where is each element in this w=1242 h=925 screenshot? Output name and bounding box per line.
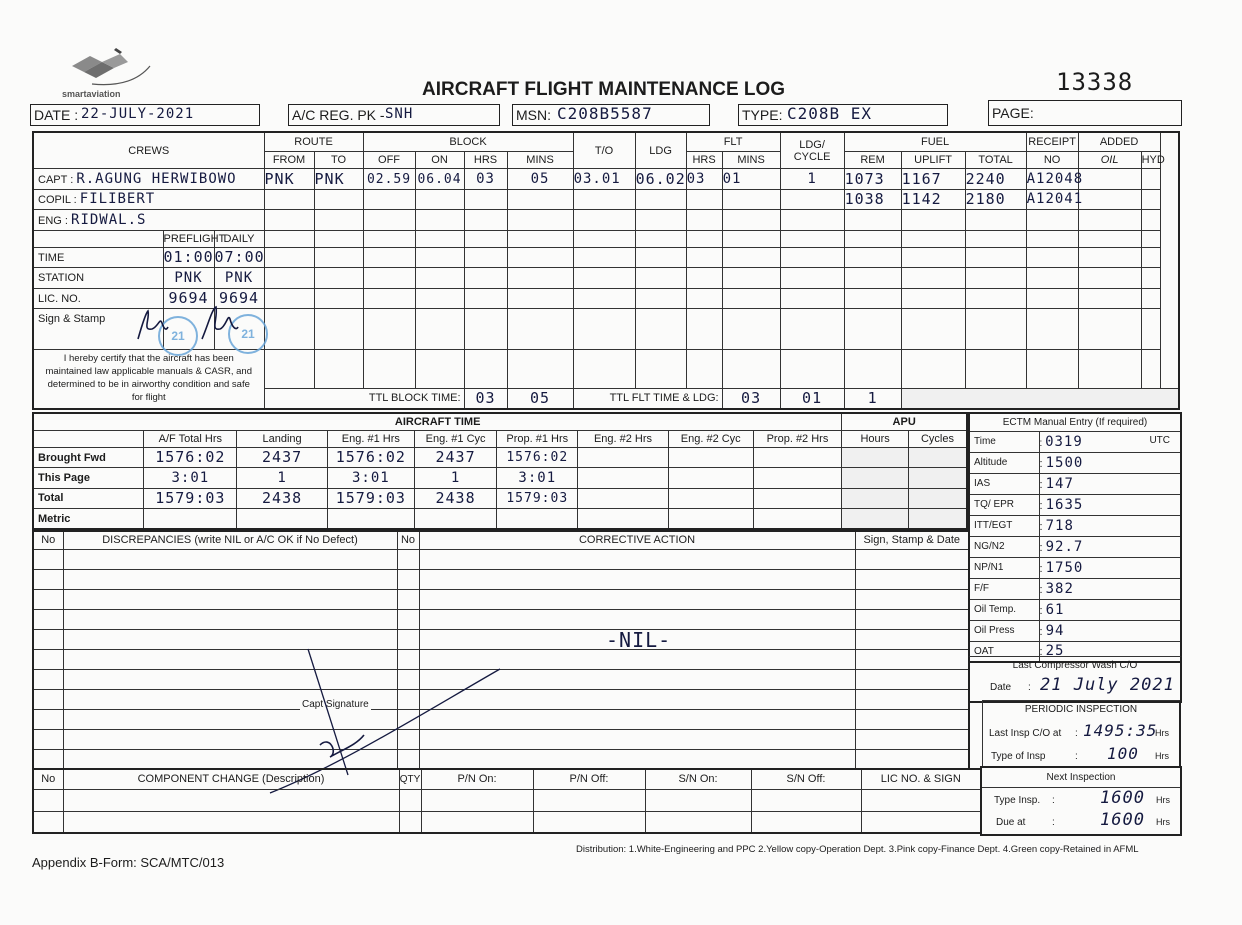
periodic-title: PERIODIC INSPECTION	[1024, 704, 1138, 715]
msn-label: MSN:	[516, 107, 551, 123]
receipt-header: RECEIPT	[1026, 132, 1078, 151]
table-row	[33, 488, 967, 508]
ectm-label: Oil Press	[969, 620, 1039, 641]
aircraft-time-table	[32, 412, 968, 530]
to-header: TO	[314, 151, 363, 168]
certification-stamp-daily: 21	[228, 314, 268, 354]
table-row	[33, 230, 1179, 247]
company-logo	[62, 44, 162, 104]
ectm-label: TQ/ EPR	[969, 494, 1039, 515]
pn-off-header: P/N Off:	[533, 769, 645, 789]
landing-value: 06.02	[635, 169, 686, 188]
table-row	[33, 189, 1179, 209]
distribution-text: Distribution: 1.White-Engineering and PPC 2.Yellow copy-Operation Dept. 3.Pink copy-Finance Dept. 4.Green copy-Retained in AFML	[576, 844, 1139, 855]
form-number: 13338	[1056, 68, 1134, 96]
due-at-hrs: Hrs	[1156, 817, 1170, 827]
this-page-label: This Page	[33, 468, 144, 488]
ectm-label: NG/N2	[969, 536, 1039, 557]
sign-stamp-date-header: Sign, Stamp & Date	[855, 531, 969, 549]
type-insp-value: 100	[1107, 744, 1139, 763]
col-eng2-cyc: Eng. #2 Cyc	[668, 430, 753, 447]
ectm-value: : 382	[1039, 578, 1181, 599]
date-value: 22-JULY-2021	[81, 106, 195, 122]
metric-label: Metric	[33, 509, 144, 529]
ttl-block-mins: 05	[507, 388, 573, 409]
ttl-block-hrs: 03	[464, 388, 507, 409]
next-inspection-box: Next Inspection Type Insp. : 1600 Hrs Due at : 1600 Hrs	[980, 766, 1182, 836]
col-prop2-hrs: Prop. #2 Hrs	[753, 430, 842, 447]
ectm-label: NP/N1	[969, 557, 1039, 578]
from-header: FROM	[264, 151, 314, 168]
certify-text: I hereby certify that the aircraft has been maintained law applicable manuals & CASR, and determined to be in airworthy condition and safe for flight	[33, 350, 264, 409]
uplift-value: 1167	[901, 169, 965, 189]
lic-label: LIC. NO.	[33, 288, 163, 308]
registration-box	[288, 104, 500, 126]
ectm-value: : 25	[1039, 641, 1181, 662]
preflight-time: 01:00	[163, 248, 214, 267]
discrepancies-header: DISCREPANCIES (write NIL or A/C OK if No Defect)	[63, 531, 397, 549]
table-cell: 3:01	[327, 468, 414, 488]
receipt-value: A12048	[1026, 169, 1078, 189]
ectm-title: ECTM Manual Entry (If required)	[969, 413, 1181, 431]
compressor-wash-title: Last Compressor Wash C/O	[1012, 660, 1138, 671]
next-type-value: 1600	[1100, 788, 1145, 808]
nil-text: -NIL-	[606, 628, 672, 652]
aircraft-time-title: AIRCRAFT TIME	[33, 413, 842, 430]
apu-cycles-header: Cycles	[908, 430, 967, 447]
page-box	[988, 100, 1182, 126]
ldg-cycle-value: 1	[780, 169, 844, 189]
takeoff-header: T/O	[573, 132, 635, 169]
rem-value: 1073	[844, 169, 901, 189]
station-label: STATION	[33, 268, 163, 288]
form-title: AIRCRAFT FLIGHT MAINTENANCE LOG	[422, 79, 786, 100]
daily-lic: 9694	[214, 288, 264, 308]
flt-mins-header: MINS	[722, 151, 780, 168]
col-eng1-cyc: Eng. #1 Cyc	[414, 430, 497, 447]
table-cell: 1	[414, 468, 497, 488]
table-cell: 2438	[237, 488, 328, 508]
pn-on-header: P/N On:	[421, 769, 533, 789]
block-header: BLOCK	[363, 132, 573, 151]
hyd-header: HYD	[1141, 151, 1160, 168]
block-hrs-value: 03	[464, 169, 507, 189]
crews-header: CREWS	[33, 132, 264, 169]
next-type-hrs: Hrs	[1156, 795, 1170, 805]
flt-header: FLT	[686, 132, 780, 151]
preflight-lic: 9694	[163, 288, 214, 308]
oil-header: OIL	[1078, 151, 1141, 168]
ttl-flt-hrs: 03	[722, 388, 780, 409]
ectm-value: : 1750	[1039, 557, 1181, 578]
preflight-station: PNK	[163, 268, 214, 288]
daily-time: 07:00	[214, 248, 265, 267]
col-af-total: A/F Total Hrs	[144, 430, 237, 447]
ttl-ldg: 1	[844, 388, 901, 409]
ldg-cycle-header: LDG/ CYCLE	[780, 132, 844, 169]
ectm-value: : 1635	[1039, 494, 1181, 515]
table-cell: 2437	[237, 448, 328, 468]
due-at-label: Due at	[996, 817, 1026, 828]
table-cell: 3:01	[497, 468, 578, 488]
comp-no-header: No	[33, 769, 63, 789]
brand-name: smartaviation	[62, 89, 121, 99]
page-label: PAGE:	[992, 105, 1034, 121]
on-value: 06.04	[415, 169, 464, 189]
rem-header: REM	[844, 151, 901, 168]
type-value: C208B EX	[787, 104, 873, 123]
flt-mins-value: 01	[722, 169, 780, 189]
type-box	[738, 104, 948, 126]
daily-signature	[198, 303, 242, 345]
corrective-action-header: CORRECTIVE ACTION	[419, 531, 855, 549]
col-landing: Landing	[237, 430, 328, 447]
ectm-value: : 61	[1039, 599, 1181, 620]
total-label: Total	[33, 488, 144, 508]
ectm-label: Time	[969, 431, 1039, 452]
ectm-table	[968, 412, 1182, 663]
lic-sign-header: LIC NO. & SIGN	[861, 769, 981, 789]
time-label: TIME	[33, 247, 163, 267]
preflight-signature	[132, 305, 172, 345]
table-row	[33, 247, 1179, 267]
table-row	[33, 448, 967, 468]
table-cell: 3:01	[144, 468, 237, 488]
from-value: PNK	[264, 169, 314, 189]
ectm-label: Oil Temp.	[969, 599, 1039, 620]
next-type-label: Type Insp.	[994, 795, 1041, 806]
table-row	[33, 350, 1179, 389]
table-row	[33, 468, 967, 488]
due-at-value: 1600	[1100, 810, 1145, 830]
appendix-text: Appendix B-Form: SCA/MTC/013	[32, 855, 225, 870]
table-cell: 1576:02	[497, 448, 578, 468]
date-box	[30, 104, 260, 126]
crew-copil: COPIL : FILIBERT	[33, 189, 264, 209]
landing-header: LDG	[635, 132, 686, 169]
ectm-label: F/F	[969, 578, 1039, 599]
table-cell: 1579:03	[327, 488, 414, 508]
col-prop1-hrs: Prop. #1 Hrs	[497, 430, 578, 447]
table-row	[33, 169, 1179, 189]
ttl-flt-label: TTL FLT TIME & LDG:	[573, 388, 722, 409]
type-insp-hrs: Hrs	[1155, 751, 1169, 761]
sn-off-header: S/N Off:	[751, 769, 861, 789]
compressor-wash-box: Last Compressor Wash C/O Date : 21 July 2021	[968, 656, 1182, 703]
msn-value: C208B5587	[557, 104, 653, 123]
crew-eng: ENG : RIDWAL.S	[33, 210, 264, 230]
ectm-label: OAT	[969, 641, 1039, 662]
periodic-inspection-box: PERIODIC INSPECTION Last Insp C/O at : 1495:35 Hrs Type of Insp : 100 Hrs	[982, 700, 1181, 768]
qty-header: QTY	[399, 769, 421, 789]
registration-value: SNH	[385, 106, 414, 122]
last-insp-value: 1495:35	[1083, 721, 1158, 740]
sn-on-header: S/N On:	[645, 769, 751, 789]
total-value: 2240	[965, 169, 1026, 189]
brought-fwd-label: Brought Fwd	[33, 448, 144, 468]
ectm-value: : 92.7	[1039, 536, 1181, 557]
fuel-header: FUEL	[844, 132, 1026, 151]
table-cell: 2438	[414, 488, 497, 508]
table-cell: 1579:03	[497, 488, 578, 508]
last-insp-hrs: Hrs	[1155, 728, 1169, 738]
block-mins-header: MINS	[507, 151, 573, 168]
ectm-label: Altitude	[969, 452, 1039, 473]
table-row	[33, 509, 967, 529]
ectm-label: IAS	[969, 473, 1039, 494]
table-cell: 1576:02	[327, 448, 414, 468]
receipt-no-header: NO	[1026, 151, 1078, 168]
total-value-2: 2180	[965, 189, 1026, 209]
route-header: ROUTE	[264, 132, 363, 151]
sign-label: Sign & Stamp	[33, 309, 163, 350]
apu-title: APU	[842, 413, 967, 430]
date-label: DATE :	[34, 107, 79, 123]
compressor-date-label: Date	[990, 682, 1012, 693]
table-cell: 1579:03	[144, 488, 237, 508]
next-insp-title: Next Inspection	[982, 773, 1180, 788]
on-header: ON	[415, 151, 464, 168]
table-cell: 1576:02	[144, 448, 237, 468]
added-header: ADDED	[1078, 132, 1160, 151]
ectm-value: : 1500	[1039, 452, 1181, 473]
ectm-value: : 718	[1039, 515, 1181, 536]
preflight-header: PREFLIGHT	[163, 230, 214, 247]
col-eng2-hrs: Eng. #2 Hrs	[578, 430, 669, 447]
daily-header: DAILY	[214, 230, 264, 247]
component-change-header: COMPONENT CHANGE (Description)	[63, 769, 399, 789]
ectm-time-cell: : 0319 UTC	[1039, 431, 1181, 452]
capt-signature-label: Capt Signature	[302, 699, 369, 710]
registration-label: A/C REG. PK -	[292, 107, 385, 123]
to-value: PNK	[314, 169, 363, 189]
table-cell: 1	[237, 468, 328, 488]
last-insp-label: Last Insp C/O at	[989, 728, 1062, 739]
ectm-label: ITT/EGT	[969, 515, 1039, 536]
flt-hrs-value: 03	[686, 169, 722, 189]
type-insp-label: Type of Insp	[991, 751, 1046, 762]
block-mins-value: 05	[507, 169, 573, 189]
msn-box	[512, 104, 710, 126]
certification-stamp: 21	[158, 316, 198, 356]
daily-station: PNK	[214, 268, 264, 288]
ttl-block-label: TTL BLOCK TIME:	[264, 388, 464, 409]
disc-no-header: No	[33, 531, 63, 549]
takeoff-value: 03.01	[573, 169, 635, 189]
type-label: TYPE:	[742, 107, 783, 123]
ttl-flt-mins: 01	[780, 388, 844, 409]
flt-hrs-header: HRS	[686, 151, 722, 168]
uplift-value-2: 1142	[901, 189, 965, 209]
rem-value-2: 1038	[844, 189, 901, 209]
ectm-value: : 94	[1039, 620, 1181, 641]
table-row	[33, 268, 1179, 288]
component-change-table	[32, 768, 982, 834]
crew-capt: CAPT : R.AGUNG HERWIBOWO	[33, 169, 264, 189]
block-hrs-header: HRS	[464, 151, 507, 168]
total-header: TOTAL	[965, 151, 1026, 168]
compressor-date-value: 21 July 2021	[1040, 675, 1175, 695]
receipt-value-2: A12041	[1026, 189, 1078, 209]
col-eng1-hrs: Eng. #1 Hrs	[327, 430, 414, 447]
logo-mark-icon	[62, 44, 162, 92]
apu-hours-header: Hours	[842, 430, 909, 447]
action-no-header: No	[397, 531, 419, 549]
off-header: OFF	[363, 151, 415, 168]
uplift-header: UPLIFT	[901, 151, 965, 168]
flight-table	[32, 131, 1180, 410]
table-cell: 2437	[414, 448, 497, 468]
table-row	[33, 210, 1179, 230]
ectm-value: : 147	[1039, 473, 1181, 494]
off-value: 02.59	[363, 169, 415, 189]
